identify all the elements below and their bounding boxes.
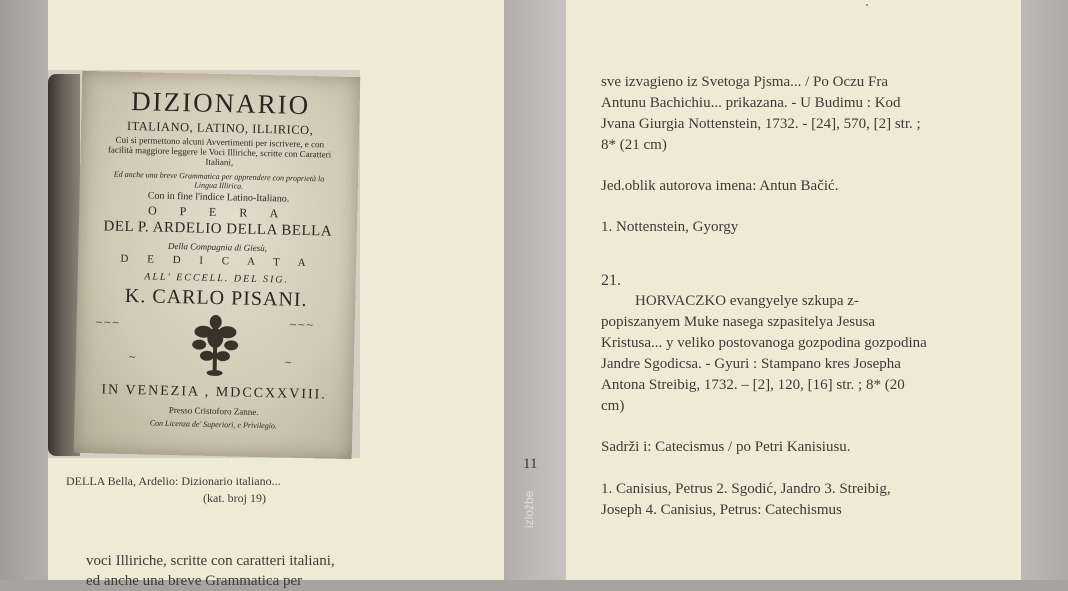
handwritten-note-4: ~ <box>283 357 293 369</box>
left-body-line-2: ed anche una breve Grammatica per <box>86 573 303 589</box>
page-speck <box>866 4 868 6</box>
page-number: 11 <box>523 456 538 472</box>
handwritten-note-1: ~~~ <box>94 317 120 329</box>
left-body-line-1: voci Illiriche, scritte con caratteri italiani, <box>86 553 335 569</box>
entry-21-number: 21. <box>601 272 621 289</box>
book-dedicatee: K. CARLO PISANI. <box>124 284 308 312</box>
printer-ornament-icon <box>190 313 239 376</box>
book-dedicatee-prefix: ALL' ECCELL. DEL SIG. <box>144 271 290 286</box>
book-author: DEL P. ARDELIO DELLA BELLA <box>103 218 333 240</box>
photo-caption <box>66 473 336 507</box>
book-title-page <box>74 71 361 459</box>
handwritten-note-3: ~ <box>127 352 137 364</box>
book-subtitle: ITALIANO, LATINO, ILLIRICO, <box>126 118 314 138</box>
handwritten-note-2: ~~~ <box>288 319 314 332</box>
entry-21-contents-note: Sadrži i: Catecismus / po Petri Kanisiusu. <box>601 439 851 455</box>
book-place-year: IN VENEZIA , MDCCXXVIII. <box>101 382 327 403</box>
book-dedicata: D E D I C A T A <box>120 252 314 270</box>
book-company: Della Compagnia di Giesù, <box>167 240 268 254</box>
book-description: Cui si permettono alcuni Avvertimenti per iscrivere, e con facilità maggiore leggere le Voci Illiriche, scritte con Caratteri Italiani, <box>107 134 332 168</box>
book-grammar-note: Ed anche una breve Grammatica per apprendere con proprietà la Lingua Illirica. <box>113 169 325 191</box>
book-printer: Presso Cristoforo Zanne. <box>168 404 259 417</box>
entry-20-continuation: sve izvagieno iz Svetoga Pjsma... / Po Oczu Fra Antunu Bachichiu... prikazana. - U Budimu : Kod Jvana Giurgia Nottenstein, 1732. - [24], 570, [2] str. ; 8* (21 cm) <box>601 74 921 153</box>
entry-20-author-note: Jed.oblik autorova imena: Antun Bačić. <box>601 178 839 194</box>
caption-line-2: (kat. broj 19) <box>203 491 266 505</box>
book-license: Con Licenza de' Superiori, e Privilegio. <box>149 418 278 431</box>
book-opera: O P E R A <box>147 203 289 221</box>
book-title: DIZIONARIO <box>130 86 311 121</box>
scanner-edge-left <box>0 0 48 580</box>
catalogue-column <box>601 72 931 521</box>
caption-line-1: DELLA Bella, Ardelio: Dizionario italiano... <box>66 474 281 488</box>
entry-21-index-terms: 1. Canisius, Petrus 2. Sgodić, Jandro 3. Streibig, Joseph 4. Canisius, Petrus: Catechismus <box>601 481 891 518</box>
entry-21-description: HORVACZKO evangyelye szkupa z-popiszanyem Muke nasega szpasitelya Jesusa Kristusa... y veliko postovanoga gozpodina gozpodina Jandre Sgodicsa. - Gyuri : Stampano kres Josepha Antona Streibig, 1732. – [2], 120, [16] str. ; 8* (20 cm) <box>601 293 927 414</box>
gutter-running-text: izložbe <box>522 490 536 528</box>
scanner-edge-right <box>1021 0 1068 580</box>
left-page-body-text <box>86 551 486 591</box>
entry-20-index-terms: 1. Nottenstein, Gyorgy <box>601 219 739 235</box>
book-index-note: Con in fine l'indice Latino-Italiano. <box>147 190 290 205</box>
